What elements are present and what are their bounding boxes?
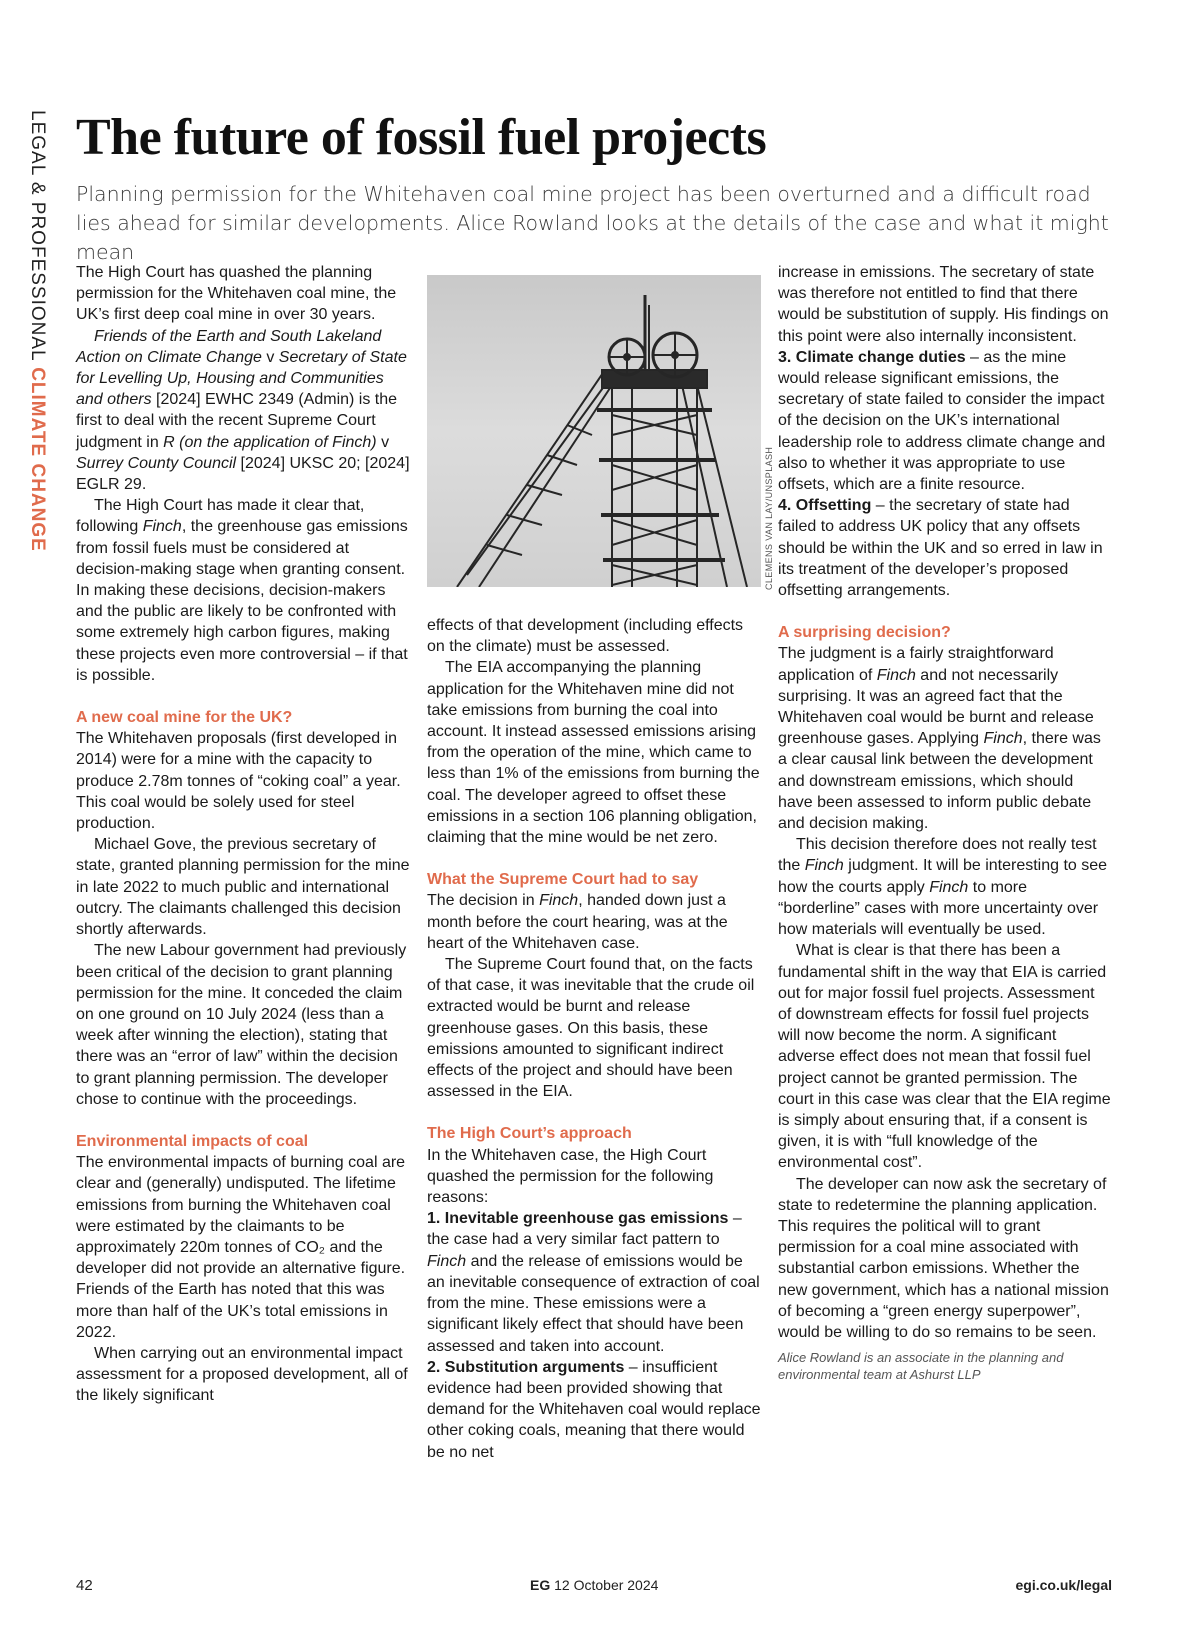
paragraph: Michael Gove, the previous secretary of state, granted planning permission for the mine in late 2022 to much public and international outcry. The claimants challenged this decision shortly afterwards. bbox=[76, 836, 410, 939]
paragraph: The EIA accompanying the planning application for the Whitehaven mine did not take emissions from burning the coal into account. It instead assessed emissions arising from the operation of the mine, which came to less than 1% of the emissions from burning the coal. The developer agreed to offset these emissions in a section 106 planning obligation, claiming that the mine would be net zero. bbox=[427, 659, 760, 847]
issue-date: 12 October 2024 bbox=[550, 1577, 659, 1593]
column-2 bbox=[427, 615, 761, 1463]
subheading: What the Supreme Court had to say bbox=[427, 871, 699, 889]
paragraph: The Whitehaven proposals (first developed in 2014) were for a mine with the capacity to produce 2.78m tonnes of “coking coal” a year. This coal would be solely used for steel production. bbox=[76, 730, 401, 833]
column-1 bbox=[76, 262, 410, 1407]
article-standfirst: Planning permission for the Whitehaven coal mine project has been overturned and a difficult road lies ahead for similar developments. Alice Rowland looks at the details of the case and what it might mean bbox=[76, 182, 1109, 264]
page-number: 42 bbox=[76, 1577, 93, 1594]
paragraph: The decision in Finch, handed down just a month before the court hearing, was at the heart of the Whitehaven case. bbox=[427, 892, 728, 952]
paragraph: The judgment is a fairly straightforward application of Finch and not necessarily surprising. It was an agreed fact that the Whitehaven coal would be burnt and release greenhouse gases. Applying Finch, there was a clear causal link between the development and downstream emissions, which should have been assessed to inform public debate and decision making. bbox=[778, 645, 1101, 833]
headframe-illustration bbox=[427, 275, 761, 587]
author-byline: Alice Rowland is an associate in the planning and environmental team at Ashurst LLP bbox=[778, 1350, 1064, 1383]
reason-item: 1. Inevitable greenhouse gas emissions – the case had a very similar fact pattern to Finch and the release of emissions would be an inevitable consequence of extraction of coal from the mine. These emissions were a significant likely effect that should have been assessed and taken into account. bbox=[427, 1210, 760, 1355]
publication-name: EG bbox=[530, 1577, 551, 1593]
footer-publication bbox=[530, 1577, 658, 1593]
subheading: A new coal mine for the UK? bbox=[76, 709, 293, 727]
reason-item: 2. Substitution arguments – insufficient evidence had been provided showing that demand for the Whitehaven coal would replace other coking coals, meaning that there would be no net bbox=[427, 1358, 761, 1461]
paragraph: The environmental impacts of burning coal are clear and (generally) undisputed. The lifetime emissions from burning the Whitehaven coal were estimated by the claimants to be approximately 220m tonnes of CO₂ and the developer did not provide an alternative figure. Friends of the Earth has noted that this was more than half of the UK’s total emissions in 2022. bbox=[76, 1154, 406, 1341]
paragraph: effects of that development (including effects on the climate) must be assessed. bbox=[427, 617, 744, 656]
photo-credit: CLEMENS VAN LAY/UNSPLASH bbox=[764, 446, 774, 590]
column-3 bbox=[778, 262, 1112, 1383]
article-title: The future of fossil fuel projects bbox=[76, 109, 767, 166]
subheading: Environmental impacts of coal bbox=[76, 1132, 309, 1150]
subheading: A surprising decision? bbox=[778, 624, 951, 642]
headframe-photo bbox=[427, 275, 761, 587]
paragraph: In the Whitehaven case, the High Court quashed the permission for the following reasons: bbox=[427, 1146, 714, 1207]
paragraph: The High Court has made it clear that, following Finch, the greenhouse gas emissions from fossil fuels must be considered at decision-making stage when granting consent. In making these decisions, decision-makers and the public are likely to be confronted with some extremely high carbon figures, making these projects even more controversial – if that is possible. bbox=[76, 497, 408, 684]
paragraph: This decision therefore does not really test the Finch judgment. It will be interesting to see how the courts apply Finch to more “borderline” cases with more uncertainty over how materials will eventually be used. bbox=[778, 836, 1108, 939]
paragraph: When carrying out an environmental impact assessment for a proposed development, all of the likely significant bbox=[76, 1344, 408, 1405]
paragraph: The new Labour government had previously been critical of the decision to grant planning permission for the mine. It conceded the claim on one ground on 10 July 2024 (less than a week after winning the election), stating that there was an “error of law” within the decision to grant planning permission. The developer chose to continue with the proceedings. bbox=[76, 942, 407, 1108]
section-label bbox=[26, 110, 48, 552]
paragraph: The Supreme Court found that, on the facts of that case, it was inevitable that the crude oil extracted would be burnt and release greenhouse gases. On this basis, these emissions amounted to significant indirect effects of the project and should have been assessed in the EIA. bbox=[427, 956, 755, 1101]
subheading: The High Court’s approach bbox=[427, 1125, 632, 1143]
paragraph: Friends of the Earth and South Lakeland Action on Climate Change v Secretary of State for Levelling Up, Housing and Communities and others [2024] EWHC 2349 (Admin) is the first to deal with the recent Supreme Court judgment in R (on the application of Finch) v Surrey County Council [2024] UKSC 20; [2024] EGLR 29. bbox=[76, 327, 410, 494]
paragraph: The High Court has quashed the planning permission for the Whitehaven coal mine, the UK’s first deep coal mine in over 30 years. bbox=[76, 264, 397, 324]
paragraph: The developer can now ask the secretary of state to redetermine the planning application. This requires the political will to grant permission for a coal mine associated with substantial carbon emissions. Whether the new government, which has a national mission of becoming a “green energy superpower”, would be willing to do so remains to be seen. bbox=[778, 1175, 1109, 1341]
section-label-text: LEGAL & PROFESSIONAL bbox=[27, 110, 48, 368]
paragraph: What is clear is that there has been a fundamental shift in the way that EIA is carried out for major fossil fuel projects. Assessment of downstream effects for fossil fuel projects will now become the norm. A significant adverse effect does not mean that fossil fuel project cannot be granted permission. The court in this case was clear that the EIA regime is simply about ensuring that, if a consent is given, it is with “full knowledge of the environmental cost”. bbox=[778, 942, 1111, 1172]
website-link[interactable]: egi.co.uk/legal bbox=[1015, 1577, 1112, 1593]
paragraph: increase in emissions. The secretary of state was therefore not entitled to find that there would be substitution of supply. His findings on this point were also internally inconsistent. bbox=[778, 264, 1109, 345]
section-category: CLIMATE CHANGE bbox=[27, 367, 48, 552]
reason-item: 4. Offsetting – the secretary of state had failed to address UK policy that any offsets should be within the UK and so erred in law in its treatment of the developer’s proposed offsetting arrangements. bbox=[778, 497, 1103, 600]
reason-item: 3. Climate change duties – as the mine would release significant emissions, the secretary of state failed to consider the impact of the decision on the UK’s international leadership role to address climate change and also to whether it was appropriate to use offsets, which are a finite resource. bbox=[778, 348, 1106, 494]
